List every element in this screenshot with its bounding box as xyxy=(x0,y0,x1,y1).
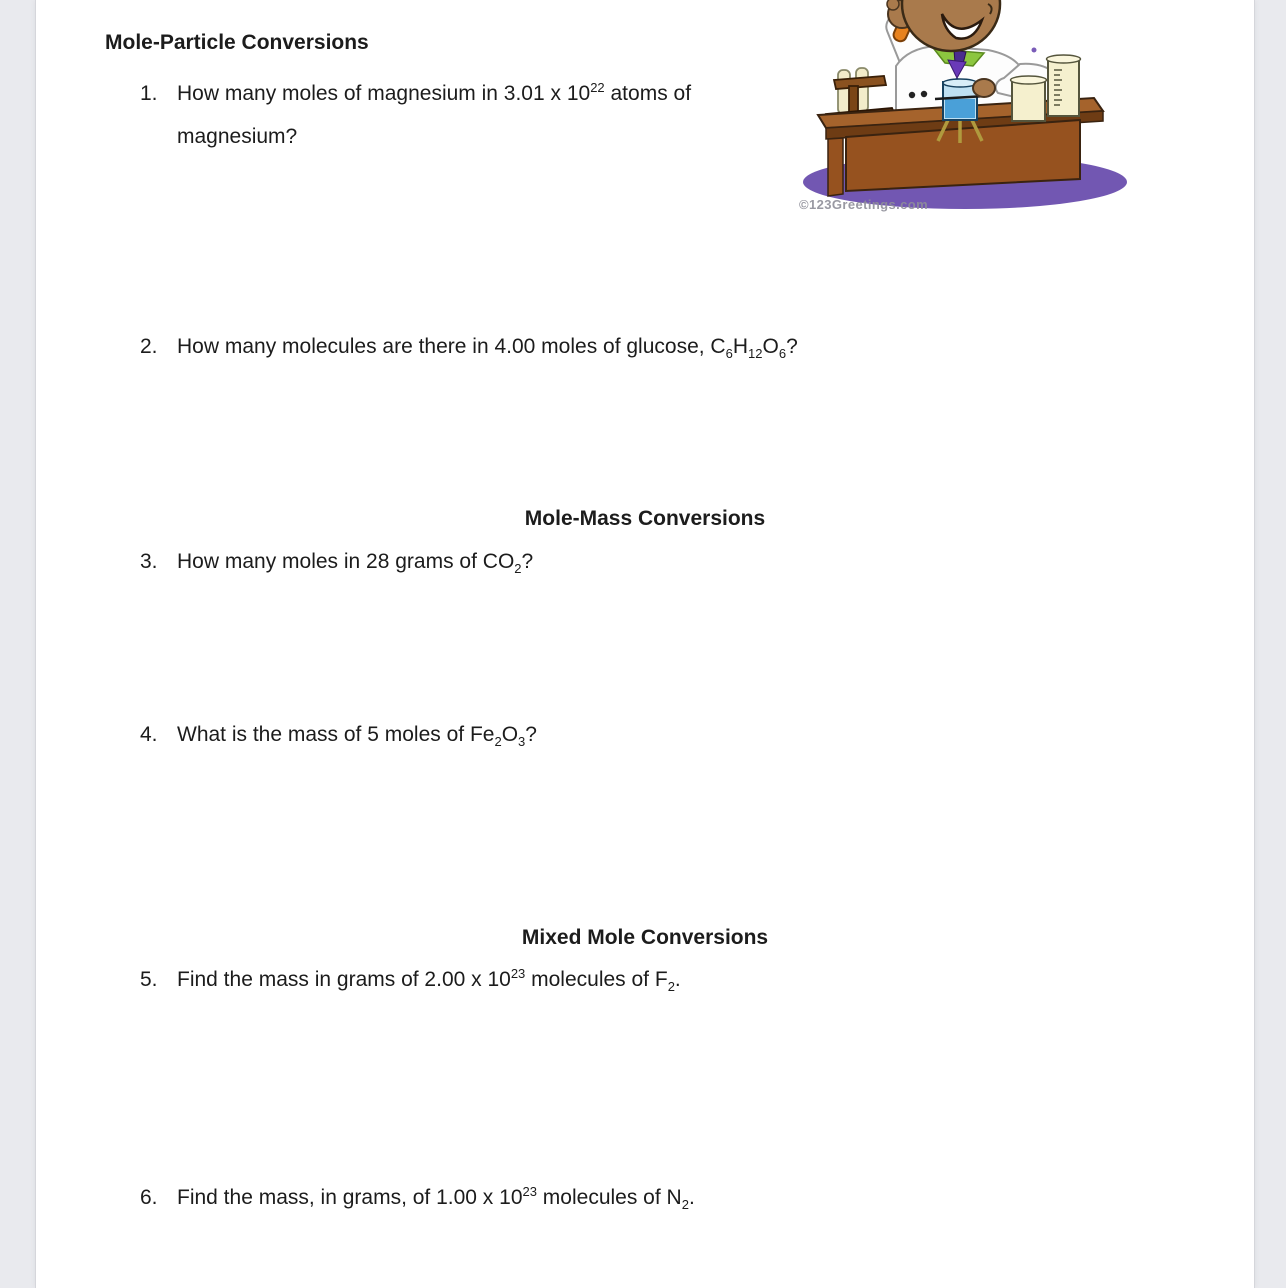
question-6-number: 6. xyxy=(140,1186,158,1209)
section-heading-mole-particle: Mole-Particle Conversions xyxy=(105,31,369,54)
section-heading-mixed-mole: Mixed Mole Conversions xyxy=(521,926,769,949)
beaker-rim xyxy=(943,79,977,87)
purple-speck xyxy=(1032,48,1037,53)
question-1 xyxy=(140,72,777,158)
scientist-lab-illustration xyxy=(796,0,1141,215)
cylinder-rim xyxy=(1047,55,1081,63)
section-heading-mole-mass: Mole-Mass Conversions xyxy=(524,507,766,530)
cream-glassware xyxy=(1011,48,1081,122)
thumb xyxy=(887,0,899,10)
question-3 xyxy=(140,549,533,575)
question-4-number: 4. xyxy=(140,723,158,746)
question-4 xyxy=(140,722,537,748)
question-6 xyxy=(140,1185,695,1211)
question-2-text: How many molecules are there in 4.00 moles of glucose, $C_6H_{12}O_6$? xyxy=(177,335,798,361)
question-2 xyxy=(140,334,798,360)
question-2-number: 2. xyxy=(140,335,158,358)
beaker-rim xyxy=(1011,76,1047,84)
coat-button xyxy=(909,92,915,98)
watermark-text: ©123Greetings.com xyxy=(799,197,929,212)
gripping-hand xyxy=(973,79,995,97)
desk-left-leg xyxy=(828,138,843,196)
cream-beaker xyxy=(1012,79,1045,121)
worksheet-page xyxy=(35,0,1255,1288)
question-1-number: 1. xyxy=(140,82,158,105)
question-3-number: 3. xyxy=(140,550,158,573)
scientist-lab-clipart xyxy=(796,0,1141,215)
question-3-text: How many moles in 28 grams of $CO_2$? xyxy=(177,550,534,576)
question-4-text: What is the mass of 5 moles of $Fe_2O_3$? xyxy=(177,723,537,749)
graduated-cylinder xyxy=(1048,58,1079,116)
question-6-text: Find the mass, in grams, of 1.00 x $10^{23}$ molecules of $N_2$. xyxy=(177,1184,695,1212)
blue-liquid xyxy=(945,99,975,118)
question-5-text: Find the mass in grams of 2.00 x $10^{23}$ molecules of $F_2$. xyxy=(177,966,681,994)
question-5 xyxy=(140,967,681,993)
question-1-text: How many moles of magnesium in 3.01 x $10^{22}$ atoms of magnesium? xyxy=(177,80,692,148)
question-5-number: 5. xyxy=(140,968,158,991)
coat-button xyxy=(921,91,927,97)
